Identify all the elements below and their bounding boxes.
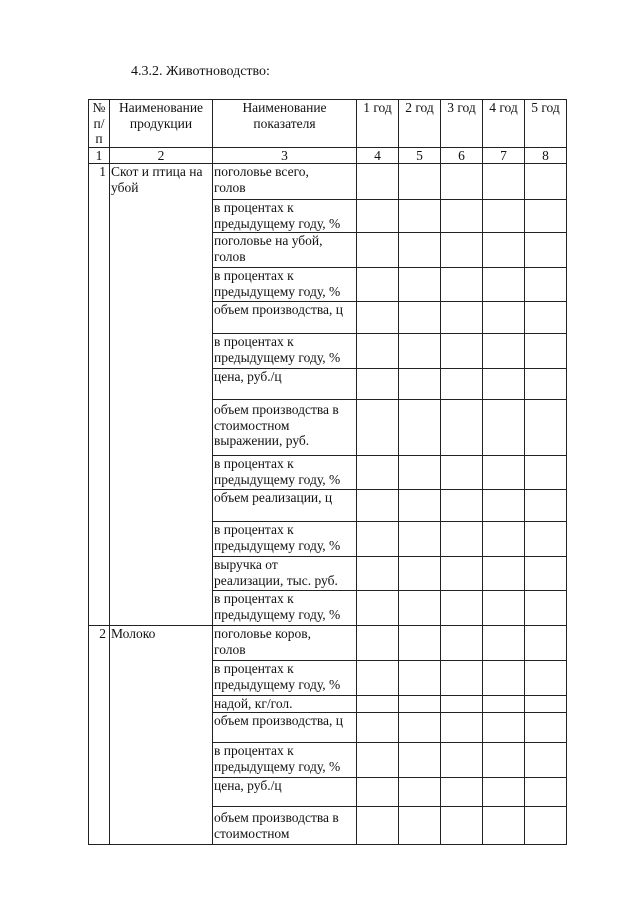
header-product: Наименование продукции [110, 100, 213, 148]
indicator-name: надой, кг/гол. [213, 696, 357, 713]
column-number: 4 [357, 147, 399, 164]
header-indicator: Наименование показателя [213, 100, 357, 148]
group-num: 2 [89, 626, 110, 845]
indicator-name: выручка от реализации, тыс. руб. [213, 557, 357, 591]
indicator-name: цена, руб./ц [213, 778, 357, 807]
indicator-name: в процентах к предыдущему году, % [213, 456, 357, 490]
header-year-4: 4 год [483, 100, 525, 148]
header-num: № п/п [89, 100, 110, 148]
product-name: Скот и птица на убой [110, 164, 213, 626]
header-year-3: 3 год [441, 100, 483, 148]
indicator-name: объем производства в стоимостном выражении, руб. [213, 400, 357, 456]
livestock-table [88, 99, 567, 845]
indicator-name: поголовье коров, голов [213, 626, 357, 661]
group-num: 1 [89, 164, 110, 626]
column-number: 3 [213, 147, 357, 164]
column-number: 6 [441, 147, 483, 164]
product-name: Молоко [110, 626, 213, 845]
column-number: 8 [525, 147, 567, 164]
indicator-name: цена, руб./ц [213, 369, 357, 400]
column-number-row [89, 147, 567, 164]
indicator-name: в процентах к предыдущему году, % [213, 661, 357, 696]
indicator-name: объем реализации, ц [213, 490, 357, 522]
indicator-name: в процентах к предыдущему году, % [213, 522, 357, 557]
header-row [89, 100, 567, 148]
column-number: 2 [110, 147, 213, 164]
header-year-5: 5 год [525, 100, 567, 148]
table-row [89, 626, 567, 661]
column-number: 1 [89, 147, 110, 164]
indicator-name: поголовье на убой, голов [213, 233, 357, 268]
column-number: 7 [483, 147, 525, 164]
indicator-name: в процентах к предыдущему году, % [213, 200, 357, 233]
indicator-name: объем производства, ц [213, 713, 357, 743]
header-year-1: 1 год [357, 100, 399, 148]
column-number: 5 [399, 147, 441, 164]
section-heading: 4.3.2. Животноводство: [131, 64, 270, 79]
indicator-name: в процентах к предыдущему году, % [213, 268, 357, 302]
header-year-2: 2 год [399, 100, 441, 148]
table-row [89, 164, 567, 200]
indicator-name: объем производства, ц [213, 302, 357, 334]
indicator-name: объем производства в стоимостном [213, 807, 357, 845]
indicator-name: поголовье всего, голов [213, 164, 357, 200]
indicator-name: в процентах к предыдущему году, % [213, 334, 357, 369]
indicator-name: в процентах к предыдущему году, % [213, 591, 357, 626]
indicator-name: в процентах к предыдущему году, % [213, 743, 357, 778]
